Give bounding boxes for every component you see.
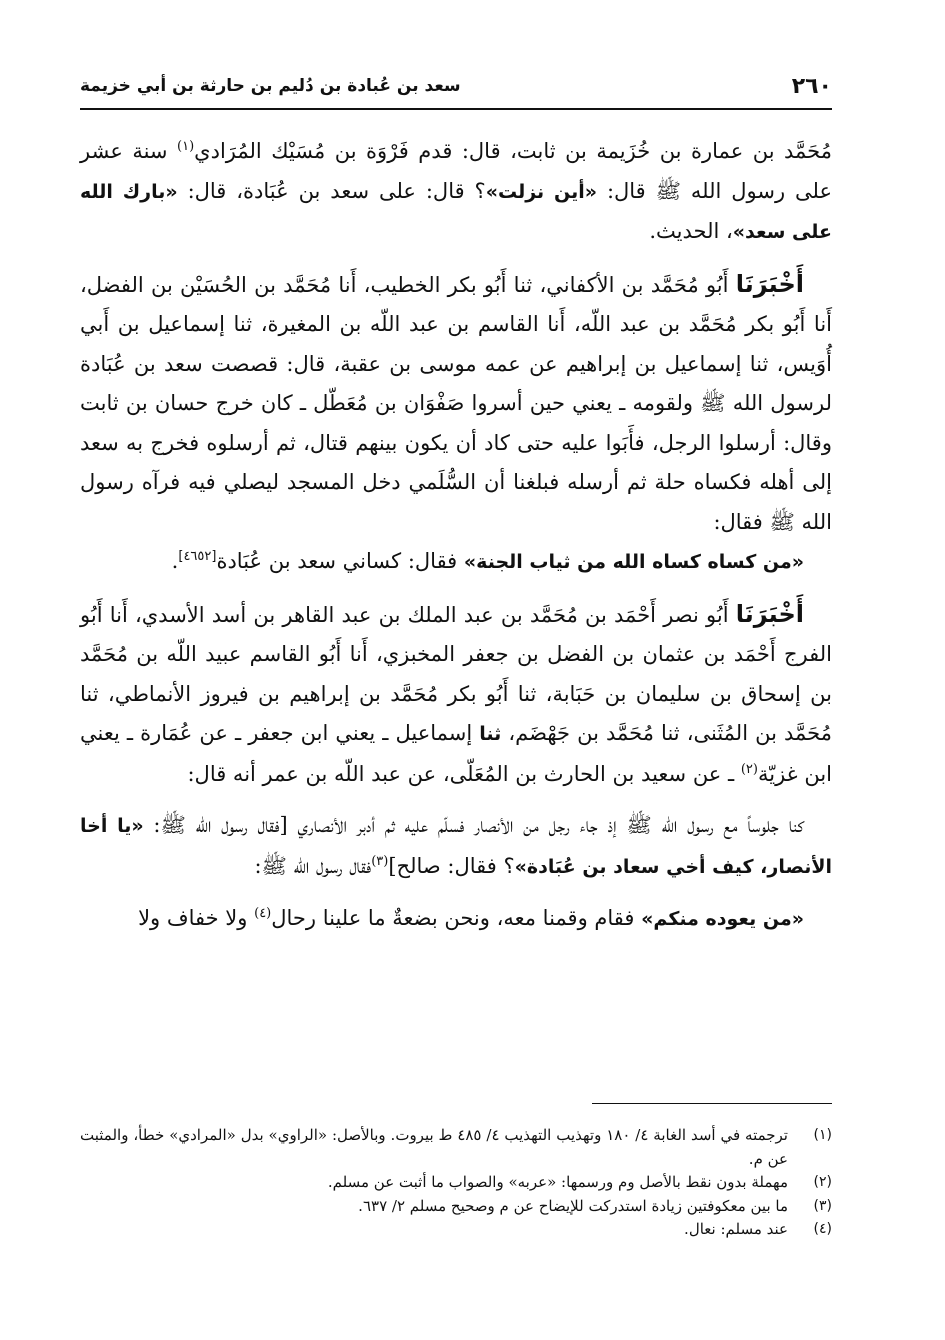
text-run: فقال رسول الله ﷺ: — [254, 853, 372, 878]
paragraph-4 — [80, 595, 832, 795]
text-run: ـ عن سعيد بن الحارث بن المُعَلّى، عن عبد اللّه بن عمر أنه قال: — [187, 761, 741, 786]
footnote-2 — [80, 1171, 832, 1195]
isnad-lead: أَخْبَرَنَا — [735, 599, 804, 628]
footnote-1 — [80, 1124, 832, 1171]
hadith-quote: «أين نزلت» — [485, 180, 598, 203]
hadith-reference-number: [٤٦٥٢] — [178, 549, 217, 564]
footnote-text: مهملة بدون نقط بالأصل وم ورسمها: «عربه» والصواب ما أثبت عن مسلم. — [327, 1173, 788, 1191]
text-run: أَبُو مُحَمَّد بن الأكفاني، ثنا أَبُو بكر الخطيب، أَنا مُحَمَّد بن الحُسَيْن بن الفضل، أَنا أَبُو بكر مُحَمَّد بن عبد اللّه، أَنا القاسم بن عبد اللّه بن المغيرة، ثنا إسماعيل بن أَبي أُوَيس، ثنا إسماعيل بن إبراهيم عن عمه موسى بن عقبة، قال: قصصت سعد بن عُبَادة لرسول الله ﷺ ولقومه ـ يعني حين أسروا صَفْوَان بن مُعَطّل ـ كان خرج حسان بن ثابت وقال: أرسلوا الرجل، فأَبَوا عليه حتى كاد أن يكون بينهم قتال، ثم أرسلوه فخرج به سعد إلى أهله فكساه حلة ثم أرسله فبلغنا أن السُّلَمي دخل المسجد ليصلي فيه فرآه رسول الله ﷺ فقال: — [80, 272, 832, 534]
text-run: ولا خفاف ولا — [138, 906, 255, 930]
footnote-text: ما بين معكوفتين زيادة استدركت للإيضاح عن م وصحيح مسلم ٢/ ٦٣٧. — [358, 1196, 788, 1215]
text-run: فقال: كساني سعد بن عُبَادة — [216, 549, 464, 573]
text-run: مُحَمَّد بن عمارة بن خُزَيمة بن ثابت، قال: قدم فَرْوَة بن مُسَيْك المُرَادي — [194, 139, 832, 163]
footnote-text: ترجمته في أسد الغابة ٤/ ١٨٠ وتهذيب التهذيب ٤/ ٤٨٥ ط بيروت. وبالأصل: «الراوي» بدل «المرادي» خطأ، والمثبت عن م. — [80, 1126, 788, 1168]
text-run: ؟ قال: على سعد بن عُبَادة، قال: — [177, 178, 486, 203]
text-run: فقام وقمنا معه، ونحن بضعةٌ ما علينا رحال — [271, 906, 642, 930]
footnote-number: (٣) — [813, 1197, 832, 1214]
text-run: . — [171, 549, 179, 573]
hadith-quote: «من كساه كساه الله من ثياب الجنة» — [463, 551, 804, 573]
footnote-number: (٢) — [813, 1174, 832, 1190]
footnote-number: (١) — [813, 1127, 832, 1143]
footnotes — [80, 1124, 832, 1242]
paragraph-1 — [80, 132, 832, 253]
text-run: ، الحديث. — [649, 219, 733, 243]
page-header — [80, 70, 832, 110]
footnote-text: عند مسلم: نعال. — [684, 1220, 788, 1238]
footnote-marker-4[interactable]: (٤) — [254, 906, 272, 921]
paragraph-2 — [80, 265, 832, 543]
paragraph-6 — [80, 899, 832, 940]
text-run: كنا جلوساً مع رسول الله ﷺ إذ جاء رجل من الأنصار فسلّم عليه ثم أدبر الأنصاري [فقال رسول الله ﷺ: — [143, 813, 804, 837]
paragraph-3 — [80, 542, 832, 583]
footnote-4 — [80, 1218, 832, 1242]
text-run: أَبُو نصر أَحْمَد بن مُحَمَّد بن عبد الملك بن عبد القاهر بن أسد الأسدي، أَنا أَبُو الفرج أَحْمَد بن عثمان بن الفضل بن جعفر المخبزي، أَنا أَبُو القاسم عبيد اللّه بن مُحَمَّد بن إسحاق بن سليمان بن حَبَابة، ثنا أَبُو بكر مُحَمَّد بن إبراهيم بن فيروز الأنماطي، ثنا مُحَمَّد بن المُثَنى، ثنا مُحَمَّد بن جَهْضَم، — [80, 602, 832, 745]
hadith-quote: «من يعوده منكم» — [641, 908, 804, 930]
isnad-lead: أَخْبَرَنَا — [735, 269, 804, 298]
text-run: سنة عشر على رسول الله ﷺ قال: — [80, 139, 832, 203]
paragraph-5 — [80, 806, 832, 887]
hadith-quote: «بارك الله على سعد» — [80, 180, 832, 243]
footnote-number: (٤) — [813, 1221, 832, 1237]
footnote-marker-1[interactable]: (١) — [177, 139, 195, 154]
page-number: ٢٦٠ — [791, 74, 832, 99]
bold-word: ثنا — [479, 723, 502, 745]
footnote-marker-2[interactable]: (٢) — [740, 761, 758, 777]
footnote-separator — [592, 1103, 832, 1104]
running-title: سعد بن عُبادة بن دُليم بن حارثة بن أبي خزيمة — [80, 76, 461, 96]
text-run: إسماعيل ـ يعني ابن جعفر ـ عن عُمَارة ـ يعني ابن غزيّة — [80, 721, 832, 786]
hadith-quote: «يا أخا الأنصار، كيف أخي سعاد بن عُبَادة» — [80, 815, 832, 878]
footnote-marker-3[interactable]: (٣) — [371, 853, 389, 869]
text-run: ؟ فقال: صالح] — [388, 853, 515, 878]
header-rule — [80, 108, 832, 110]
main-text — [80, 132, 832, 940]
footnote-3 — [80, 1195, 832, 1219]
